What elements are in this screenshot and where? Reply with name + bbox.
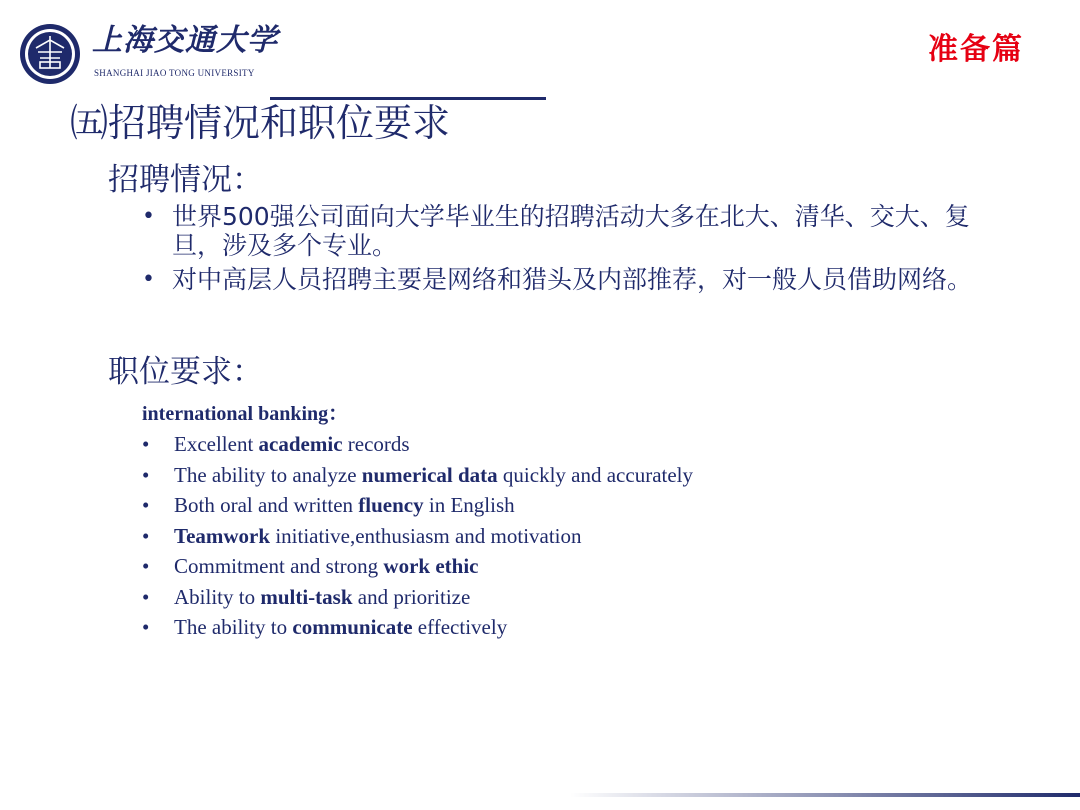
item-text-pre: The ability to analyze <box>174 462 362 487</box>
requirements-list <box>142 430 693 644</box>
item-text-post: records <box>342 432 410 456</box>
item-text-bold: multi-task <box>260 584 353 609</box>
bullet-icon: • <box>142 204 155 229</box>
item-text-bold: academic <box>258 432 343 456</box>
requirements-heading: 职位要求： <box>108 354 263 390</box>
bullet-icon: • <box>142 432 150 456</box>
logo-chinese-name: 上海交通大学 <box>92 23 278 58</box>
item-text-pre: The ability to <box>174 615 293 639</box>
bullet-icon: • <box>142 267 155 292</box>
item-text-bold: communicate <box>292 615 413 639</box>
item-text-pre: Excellent <box>174 432 259 456</box>
list-item <box>142 613 693 644</box>
bullet-icon: • <box>142 584 150 609</box>
item-text-pre: Both oral and written <box>174 493 359 517</box>
item-text-post: in English <box>423 493 515 517</box>
field-heading: international banking： <box>142 403 349 425</box>
recruitment-heading: 招聘情况： <box>108 162 263 198</box>
item-text-post: quickly and accurately <box>497 462 693 487</box>
university-logo <box>92 24 278 78</box>
list-item <box>138 265 1018 294</box>
bullet-icon: • <box>142 523 150 548</box>
bullet-icon: • <box>142 493 150 517</box>
item-text-post: initiative,enthusiasm and motivation <box>270 523 582 548</box>
bullet-icon: • <box>142 615 150 639</box>
logo-english-name: SHANGHAI JIAO TONG UNIVERSITY <box>94 68 255 78</box>
list-item <box>142 552 693 583</box>
item-text-bold: numerical data <box>361 462 498 487</box>
university-seal-icon <box>18 22 82 86</box>
bullet-text: 对中高层人员招聘主要是网络和猎头及内部推荐，对一般人员借助网络。 <box>172 265 973 294</box>
item-text-bold: fluency <box>358 493 424 517</box>
list-item <box>142 491 693 522</box>
item-text-post: and prioritize <box>352 584 471 609</box>
list-item <box>142 461 693 492</box>
bullet-icon: • <box>142 554 150 578</box>
item-text-bold: work ethic <box>383 554 479 578</box>
item-text-pre: Commitment and strong <box>174 554 384 578</box>
item-text-bold: Teamwork <box>174 523 271 548</box>
item-text-pre: Ability to <box>174 584 261 609</box>
list-item <box>142 522 693 553</box>
list-item <box>142 430 693 461</box>
bullet-text: 世界500强公司面向大学毕业生的招聘活动大多在北大、清华、交大、复旦，涉及多个专业。 <box>172 202 970 260</box>
section-tag: 准备篇 <box>928 32 1024 67</box>
bullet-icon: • <box>142 462 150 487</box>
list-item <box>142 583 693 614</box>
recruitment-list <box>138 202 1018 299</box>
slide-title: ㈤招聘情况和职位要求 <box>70 101 451 145</box>
footer-gradient-bar <box>570 793 1080 797</box>
item-text-post: effectively <box>412 615 508 639</box>
list-item <box>138 202 1018 260</box>
